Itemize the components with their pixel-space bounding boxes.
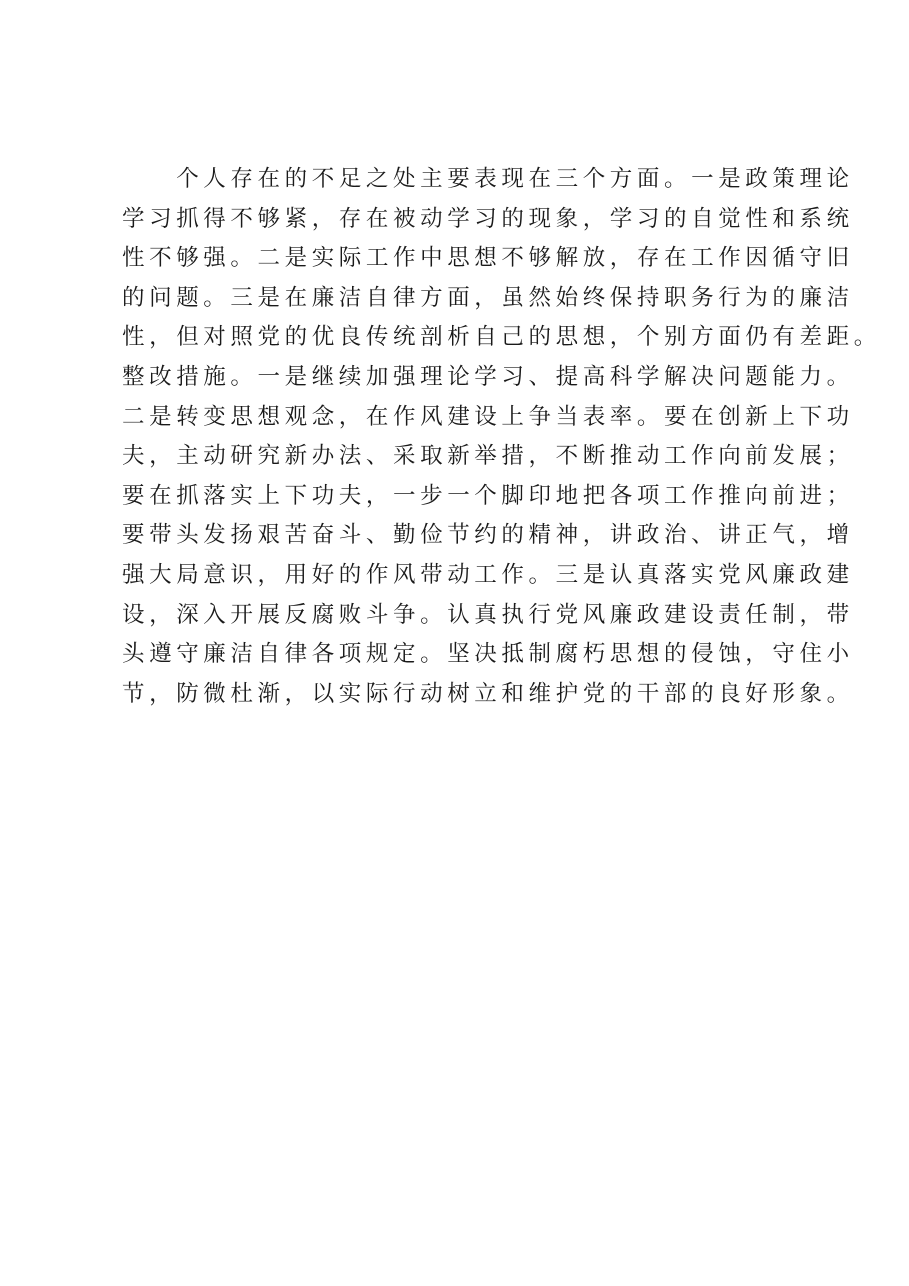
text-line: 设，深入开展反腐败斗争。认真执行党风廉政建设责任制，带 bbox=[122, 601, 854, 628]
text-line: 个人存在的不足之处主要表现在三个方面。一是政策理论 bbox=[122, 166, 854, 192]
text-line: 性，但对照党的优良传统剖析自己的思想，个别方面仍有差距。 bbox=[122, 324, 881, 351]
text-line: 二是转变思想观念，在作风建设上争当表率。要在创新上下功 bbox=[122, 403, 854, 430]
text-line: 学习抓得不够紧，存在被动学习的现象，学习的自觉性和系统 bbox=[122, 205, 854, 232]
text-line: 夫，主动研究新办法、采取新举措，不断推动工作向前发展； bbox=[122, 443, 854, 470]
body-paragraph bbox=[122, 160, 881, 714]
text-line: 头遵守廉洁自律各项规定。坚决抵制腐朽思想的侵蚀，守住小 bbox=[122, 641, 854, 668]
text-line: 强大局意识，用好的作风带动工作。三是认真落实党风廉政建 bbox=[122, 561, 854, 588]
text-line: 性不够强。二是实际工作中思想不够解放，存在工作因循守旧 bbox=[122, 245, 854, 272]
text-line: 要带头发扬艰苦奋斗、勤俭节约的精神，讲政治、讲正气，增 bbox=[122, 522, 854, 549]
text-line: 的问题。三是在廉洁自律方面，虽然始终保持职务行为的廉洁 bbox=[122, 284, 854, 311]
text-line: 整改措施。一是继续加强理论学习、提高科学解决问题能力。 bbox=[122, 363, 854, 390]
text-line: 要在抓落实上下功夫，一步一个脚印地把各项工作推向前进； bbox=[122, 482, 854, 509]
text-line: 节，防微杜渐，以实际行动树立和维护党的干部的良好形象。 bbox=[122, 680, 854, 707]
